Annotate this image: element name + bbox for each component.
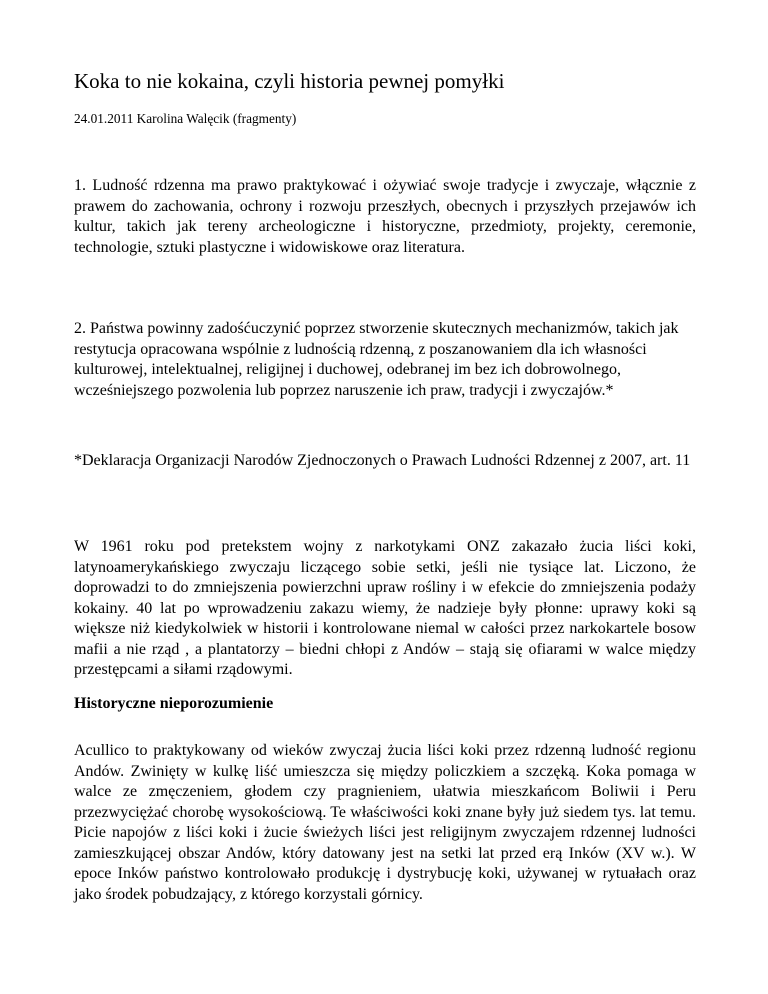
footnote-declaration: *Deklaracja Organizacji Narodów Zjednoczonych o Prawach Ludności Rdzennej z 2007, art. 11 — [74, 452, 691, 469]
paragraph-article-2: 2. Państwa powinny zadośćuczynić poprzez stworzenie skutecznych mechanizmów, takich jak restytucja opracowana wspólnie z ludnością rdzenną, z poszanowaniem dla ich własności kulturowej, intelektualnej, religijnej i duchowej, odebranej im bez ich dobrowolnego, wcześniejszego pozwolenia lub poprzez naruszenie ich praw, tradycji i zwyczajów.* — [74, 320, 679, 399]
paragraph-article-1: 1. Ludność rdzenna ma prawo praktykować i ożywiać swoje tradycje i zwyczaje, włącznie z prawem do zachowania, ochrony i rozwoju przeszłych, obecnych i przyszłych przejawów ich kultur, takich jak tereny archeologiczne i historyczne, przedmioty, projekty, ceremonie, technologie, sztuki plastyczne i widowiskowe oraz literatura. — [74, 177, 696, 256]
paragraph-acullico: Acullico to praktykowany od wieków zwyczaj żucia liści koki przez rdzenną ludność regionu Andów. Zwinięty w kulkę liść umieszcza się między policzkiem a szczęką. Koka pomaga w walce ze zmęczeniem, głodem czy pragnieniem, ułatwia mieszkańcom Boliwii i Peru przezwyciężać chorobę wysokościową. Te właściwości koki znane były już siedem tys. lat temu. Picie napojów z liści koki i żucie świeżych liści jest religijnym zwyczajem rdzennej ludności zamieszkującej obszar Andów, który datowany jest na setki lat przed erą Inków (XV w.). W epoce Inków państwo kontrolowało produkcję i dystrybucję koki, używanej w rytuałach oraz jako środek pobudzający, z którego korzystali górnicy. — [74, 742, 696, 903]
paragraph-intro: W 1961 roku pod pretekstem wojny z narkotykami ONZ zakazało żucia liści koki, latynoamerykańskiego zwyczaju liczącego sobie setki, jeśli nie tysiące lat. Liczono, że doprowadzi to do zmniejszenia powierzchni upraw rośliny i w efekcie do zmniejszenia podaży kokainy. 40 lat po wprowadzeniu zakazu wiemy, że nadzieje były płonne: uprawy koki są większe niż kiedykolwiek w historii i kontrolowane niemal w całości przez narkokartele bosow mafii a nie rząd , a plantatorzy – biedni chłopi z Andów – stają się ofiarami w walce między przestępcami a siłami rządowymi. — [74, 538, 696, 678]
section-heading: Historyczne nieporozumienie — [74, 695, 274, 712]
document-title: Koka to nie kokaina, czyli historia pewnej pomyłki — [74, 69, 505, 93]
date-author-byline: 24.01.2011 Karolina Walęcik (fragmenty) — [74, 111, 297, 126]
